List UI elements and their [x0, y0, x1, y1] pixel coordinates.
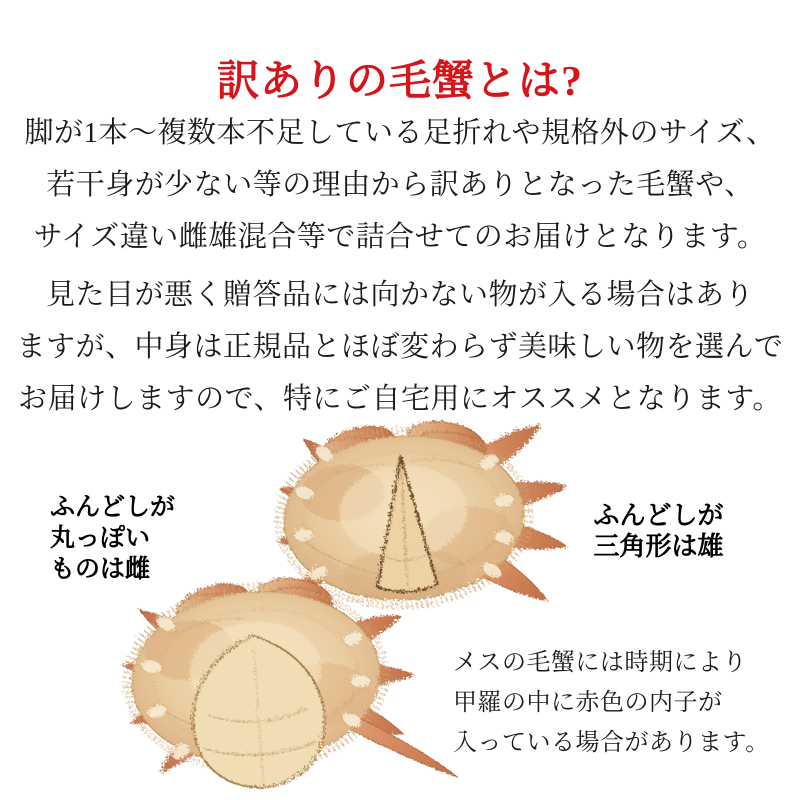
female-apron-label-line-2: 丸っぽい [50, 524, 151, 552]
quality-line-2: ますが、中身は正規品とほぼ変わらず美味しい物を選んで [16, 331, 784, 363]
quality-line-1: 見た目が悪く贈答品には向かない物が入る場合はあり [45, 279, 754, 311]
intro-line-2: 若干身が少ない等の理由から訳ありとなった毛蟹や、 [46, 169, 754, 201]
male-apron-label-line-2: 三角形は雄 [593, 531, 724, 561]
female-roe-caption-line-2: 甲羅の中に赤色の内子が [453, 690, 723, 716]
male-apron-label-line-1: ふんどしが [593, 500, 724, 530]
male-apron-label [586, 500, 731, 562]
page-title: 訳ありの毛蟹とは? [216, 59, 583, 106]
intro-paragraph [0, 107, 800, 263]
female-apron-label-line-1: ふんどしが [50, 493, 176, 521]
quality-paragraph [0, 269, 800, 425]
female-roe-caption [453, 643, 770, 763]
intro-line-3: サイズ違い雌雄混合等で詰合せてのお届けとなります。 [33, 221, 767, 253]
female-crab-photo [66, 558, 452, 800]
female-roe-caption-line-1: メスの毛蟹には時期により [453, 650, 747, 676]
intro-line-1: 脚が1本～複数本不足している足折れや規格外のサイズ、 [24, 117, 776, 149]
quality-line-3: お届けしますので、特にご自宅用にオススメとなります。 [18, 383, 782, 415]
female-apron-label-line-3: ものは雌 [50, 555, 151, 583]
female-roe-caption-line-3: 入っている場合があります。 [453, 730, 770, 756]
female-apron-label [50, 492, 175, 585]
